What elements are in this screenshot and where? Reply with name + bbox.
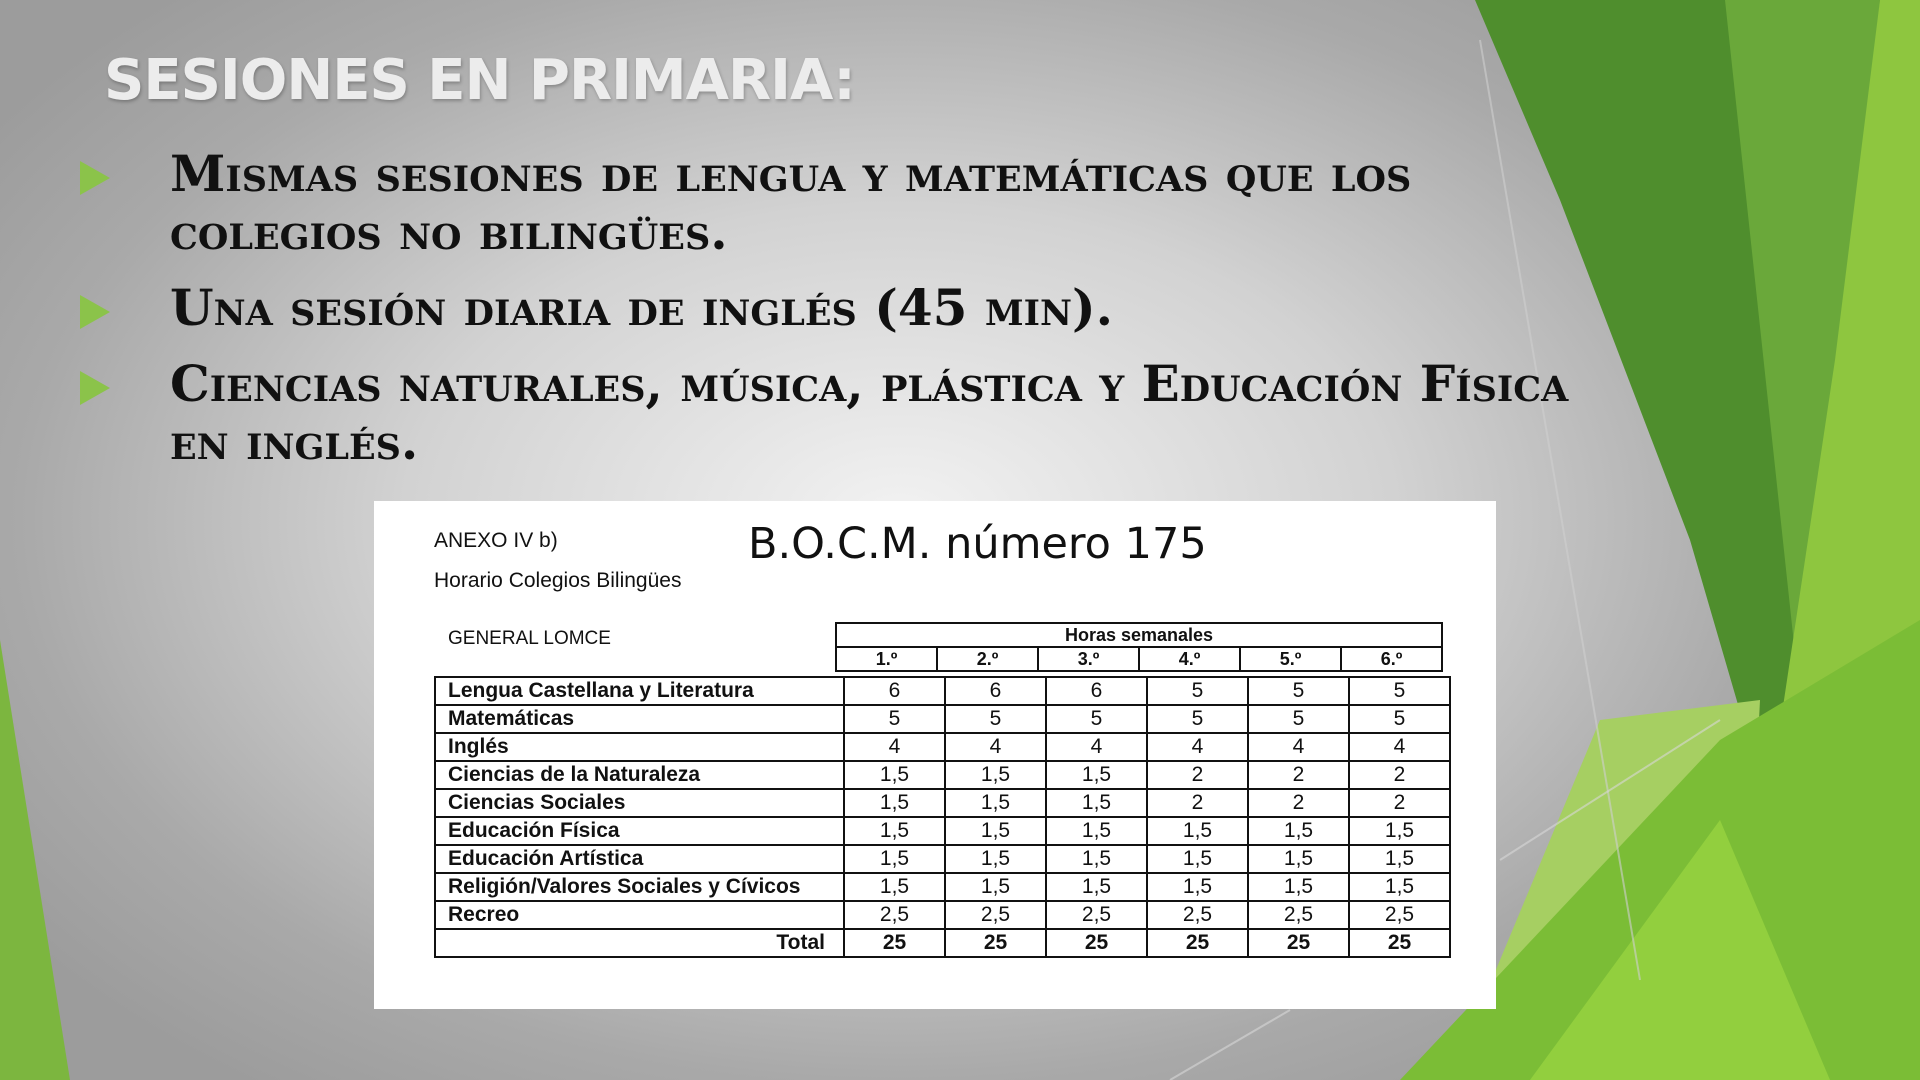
hours-cell: 4: [1349, 733, 1450, 761]
grade-header: 1.º: [836, 647, 937, 671]
bullet-text: Mismas sesiones de lengua y matemáticas que los colegios no bilingües.: [170, 144, 1412, 261]
hours-cell: 2: [1349, 761, 1450, 789]
hours-cell: 4: [1147, 733, 1248, 761]
hours-cell: 2,5: [844, 901, 945, 929]
hours-header-table: [835, 622, 1443, 672]
grade-header: 2.º: [937, 647, 1038, 671]
subject-cell: Matemáticas: [435, 705, 844, 733]
total-cell: 25: [1248, 929, 1349, 957]
document-subtitle: Horario Colegios Bilingües: [434, 569, 682, 592]
hours-cell: 1,5: [1349, 817, 1450, 845]
table-row: [435, 789, 1450, 817]
hours-cell: 2,5: [1147, 901, 1248, 929]
hours-cell: 5: [1248, 705, 1349, 733]
hours-cell: 5: [1349, 677, 1450, 705]
bocm-caption: B.O.C.M. número 175: [748, 519, 1207, 569]
subject-cell: Lengua Castellana y Literatura: [435, 677, 844, 705]
bullet-item: [80, 279, 1640, 337]
section-label: GENERAL LOMCE: [448, 628, 611, 649]
total-cell: 25: [844, 929, 945, 957]
table-row: [435, 901, 1450, 929]
table-row: [435, 817, 1450, 845]
hours-cell: 1,5: [844, 789, 945, 817]
hours-cell: 1,5: [1147, 845, 1248, 873]
hours-cell: 5: [844, 705, 945, 733]
hours-cell: 6: [844, 677, 945, 705]
hours-cell: 2: [1248, 789, 1349, 817]
total-label: Total: [435, 929, 844, 957]
hours-cell: 5: [1349, 705, 1450, 733]
hours-cell: 2: [1349, 789, 1450, 817]
hours-cell: 1,5: [1349, 845, 1450, 873]
subject-cell: Educación Artística: [435, 845, 844, 873]
hours-cell: 4: [1046, 733, 1147, 761]
total-cell: 25: [1349, 929, 1450, 957]
hours-cell: 1,5: [945, 873, 1046, 901]
hours-cell: 1,5: [1046, 845, 1147, 873]
hours-cell: 1,5: [1046, 789, 1147, 817]
subject-cell: Religión/Valores Sociales y Cívicos: [435, 873, 844, 901]
hours-cell: 1,5: [844, 845, 945, 873]
hours-cell: 4: [945, 733, 1046, 761]
hours-cell: 5: [1147, 677, 1248, 705]
subject-cell: Ciencias de la Naturaleza: [435, 761, 844, 789]
hours-cell: 1,5: [844, 873, 945, 901]
arrow-bullet-icon: [80, 371, 110, 405]
subject-cell: Ciencias Sociales: [435, 789, 844, 817]
hours-cell: 4: [1248, 733, 1349, 761]
total-row: [435, 929, 1450, 957]
hours-cell: 2: [1147, 789, 1248, 817]
annex-label: ANEXO IV b): [434, 529, 558, 552]
table-row: [435, 677, 1450, 705]
table-row: [435, 873, 1450, 901]
schedule-table: [434, 676, 1451, 958]
hours-cell: 1,5: [945, 845, 1046, 873]
arrow-bullet-icon: [80, 295, 110, 329]
grade-header: 4.º: [1139, 647, 1240, 671]
hours-cell: 5: [945, 705, 1046, 733]
hours-cell: 1,5: [1147, 873, 1248, 901]
slide-title: SESIONES EN PRIMARIA:: [104, 48, 855, 113]
table-row: [435, 761, 1450, 789]
thin-line-3: [1170, 1010, 1290, 1080]
hours-cell: 1,5: [1147, 817, 1248, 845]
hours-cell: 1,5: [1046, 873, 1147, 901]
grade-header: 6.º: [1341, 647, 1442, 671]
grade-header: 3.º: [1038, 647, 1139, 671]
hours-cell: 1,5: [1248, 817, 1349, 845]
table-row: [435, 733, 1450, 761]
hours-cell: 1,5: [844, 817, 945, 845]
subject-cell: Recreo: [435, 901, 844, 929]
hours-cell: 2,5: [945, 901, 1046, 929]
bullet-item: [80, 145, 1640, 261]
hours-cell: 5: [1248, 677, 1349, 705]
hours-header: Horas semanales: [836, 623, 1442, 647]
bullet-item: [80, 355, 1640, 471]
total-cell: 25: [945, 929, 1046, 957]
hours-cell: 6: [945, 677, 1046, 705]
hours-cell: 1,5: [945, 789, 1046, 817]
bullet-text: Una sesión diaria de inglés (45 min).: [170, 278, 1114, 337]
left-green-shape: [0, 640, 70, 1080]
hours-cell: 1,5: [1046, 817, 1147, 845]
hours-cell: 2,5: [1046, 901, 1147, 929]
hours-cell: 1,5: [1349, 873, 1450, 901]
hours-cell: 6: [1046, 677, 1147, 705]
hours-cell: 2,5: [1349, 901, 1450, 929]
bullet-text: Ciencias naturales, música, plástica y Educación Física en inglés.: [170, 354, 1569, 471]
hours-cell: 2: [1248, 761, 1349, 789]
table-row: [435, 705, 1450, 733]
hours-cell: 4: [844, 733, 945, 761]
table-row: [435, 845, 1450, 873]
subject-cell: Educación Física: [435, 817, 844, 845]
arrow-bullet-icon: [80, 161, 110, 195]
subject-cell: Inglés: [435, 733, 844, 761]
hours-cell: 1,5: [1046, 761, 1147, 789]
hours-cell: 5: [1147, 705, 1248, 733]
grade-header: 5.º: [1240, 647, 1341, 671]
total-cell: 25: [1147, 929, 1248, 957]
hours-cell: 1,5: [1248, 845, 1349, 873]
schedule-document-image: [374, 501, 1496, 1009]
total-cell: 25: [1046, 929, 1147, 957]
hours-cell: 2: [1147, 761, 1248, 789]
hours-cell: 2,5: [1248, 901, 1349, 929]
hours-cell: 1,5: [1248, 873, 1349, 901]
hours-cell: 1,5: [945, 761, 1046, 789]
hours-cell: 1,5: [844, 761, 945, 789]
hours-cell: 5: [1046, 705, 1147, 733]
bullet-list: [80, 145, 1640, 489]
hours-cell: 1,5: [945, 817, 1046, 845]
